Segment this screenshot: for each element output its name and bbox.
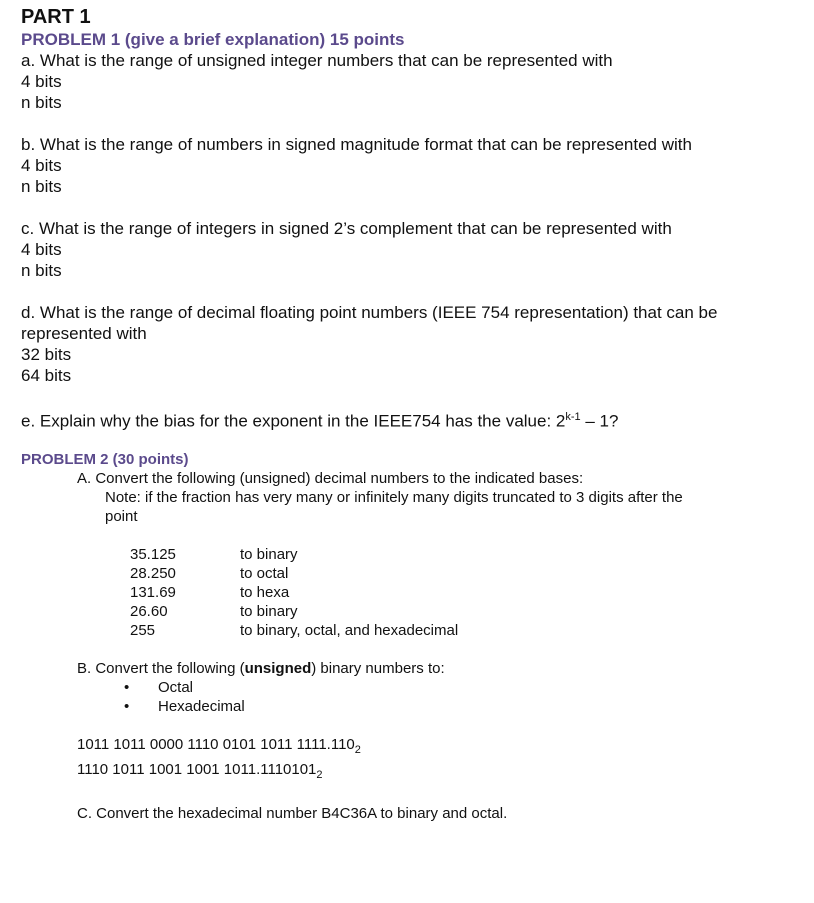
section-a-note-line1: Note: if the fraction has very many or infinitely many digits truncated to 3 digits after the [105,488,683,506]
problem1-question-d [21,302,801,386]
bullet-icon: • [124,678,130,696]
section-b-label [77,659,801,678]
binary-number-2-value: 1110 1011 1001 1001 1011.1110101 [77,760,317,778]
table-row [130,602,458,621]
bullet-item-hexadecimal [124,697,801,716]
question-a-option-1: 4 bits [21,72,62,91]
part-title: PART 1 [21,6,91,28]
problem1-question-c [21,218,801,281]
conversion-target: to octal [240,564,289,582]
problem1-title: PROBLEM 1 (give a brief explanation) 15 points [21,30,405,49]
conversion-target: to hexa [240,583,290,601]
bullet-label: Octal [158,678,194,696]
conversion-number: 35.125 [130,545,176,563]
section-a-label: A. Convert the following (unsigned) decimal numbers to the indicated bases: [77,469,584,487]
section-b-suffix: ) binary numbers to: [311,659,445,677]
conversion-table [130,545,458,640]
table-row [130,564,458,583]
problem1-question-a [21,50,801,113]
conversion-number: 255 [130,621,156,639]
bullet-label: Hexadecimal [158,697,245,715]
section-c-text: C. Convert the hexadecimal number B4C36A to binary and octal. [77,804,508,822]
question-d-text-line2: represented with [21,324,147,343]
binary-number-2-base: 2 [316,768,323,781]
question-e-suffix: – 1? [580,411,619,431]
question-b-text: b. What is the range of numbers in signed magnitude format that can be represented with [21,135,692,154]
binary-number-1-base: 2 [354,743,361,756]
question-a-text: a. What is the range of unsigned integer numbers that can be represented with [21,51,613,70]
conversion-number: 28.250 [130,564,176,582]
binary-number-2 [77,760,801,785]
conversion-target: to binary [240,602,298,620]
question-c-option-1: 4 bits [21,240,62,259]
question-c-text: c. What is the range of integers in signed 2’s complement that can be represented with [21,219,672,238]
question-d-text-line1: d. What is the range of decimal floating point numbers (IEEE 754 representation) that can be [21,303,718,322]
table-row [130,621,458,640]
question-e-superscript: k-1 [565,411,581,423]
problem1-question-b [21,134,801,197]
binary-number-1-value: 1011 1011 0000 1110 0101 1011 1111.110 [77,735,355,753]
question-c-option-2: n bits [21,261,62,280]
bullet-item-octal [124,678,801,697]
table-row [130,583,458,602]
section-b-prefix: B. Convert the following ( [77,659,245,677]
problem1-question-e [21,407,801,432]
question-a-option-2: n bits [21,93,62,112]
problem2-title: PROBLEM 2 (30 points) [21,450,189,468]
question-e-prefix: e. Explain why the bias for the exponent in the IEEE754 has the value: 2 [21,411,566,431]
question-b-option-1: 4 bits [21,156,62,175]
conversion-target: to binary [240,545,298,563]
conversion-number: 131.69 [130,583,176,601]
conversion-target: to binary, octal, and hexadecimal [240,621,459,639]
table-row [130,545,458,564]
question-b-option-2: n bits [21,177,62,196]
section-a-note-line2: point [105,507,138,525]
question-d-option-2: 64 bits [21,366,72,385]
question-d-option-1: 32 bits [21,345,72,364]
binary-number-1 [77,735,801,760]
bullet-icon: • [124,697,130,715]
conversion-number: 26.60 [130,602,168,620]
document-page [21,5,801,823]
binary-numbers [77,735,801,785]
section-b-bold: unsigned [244,659,312,677]
